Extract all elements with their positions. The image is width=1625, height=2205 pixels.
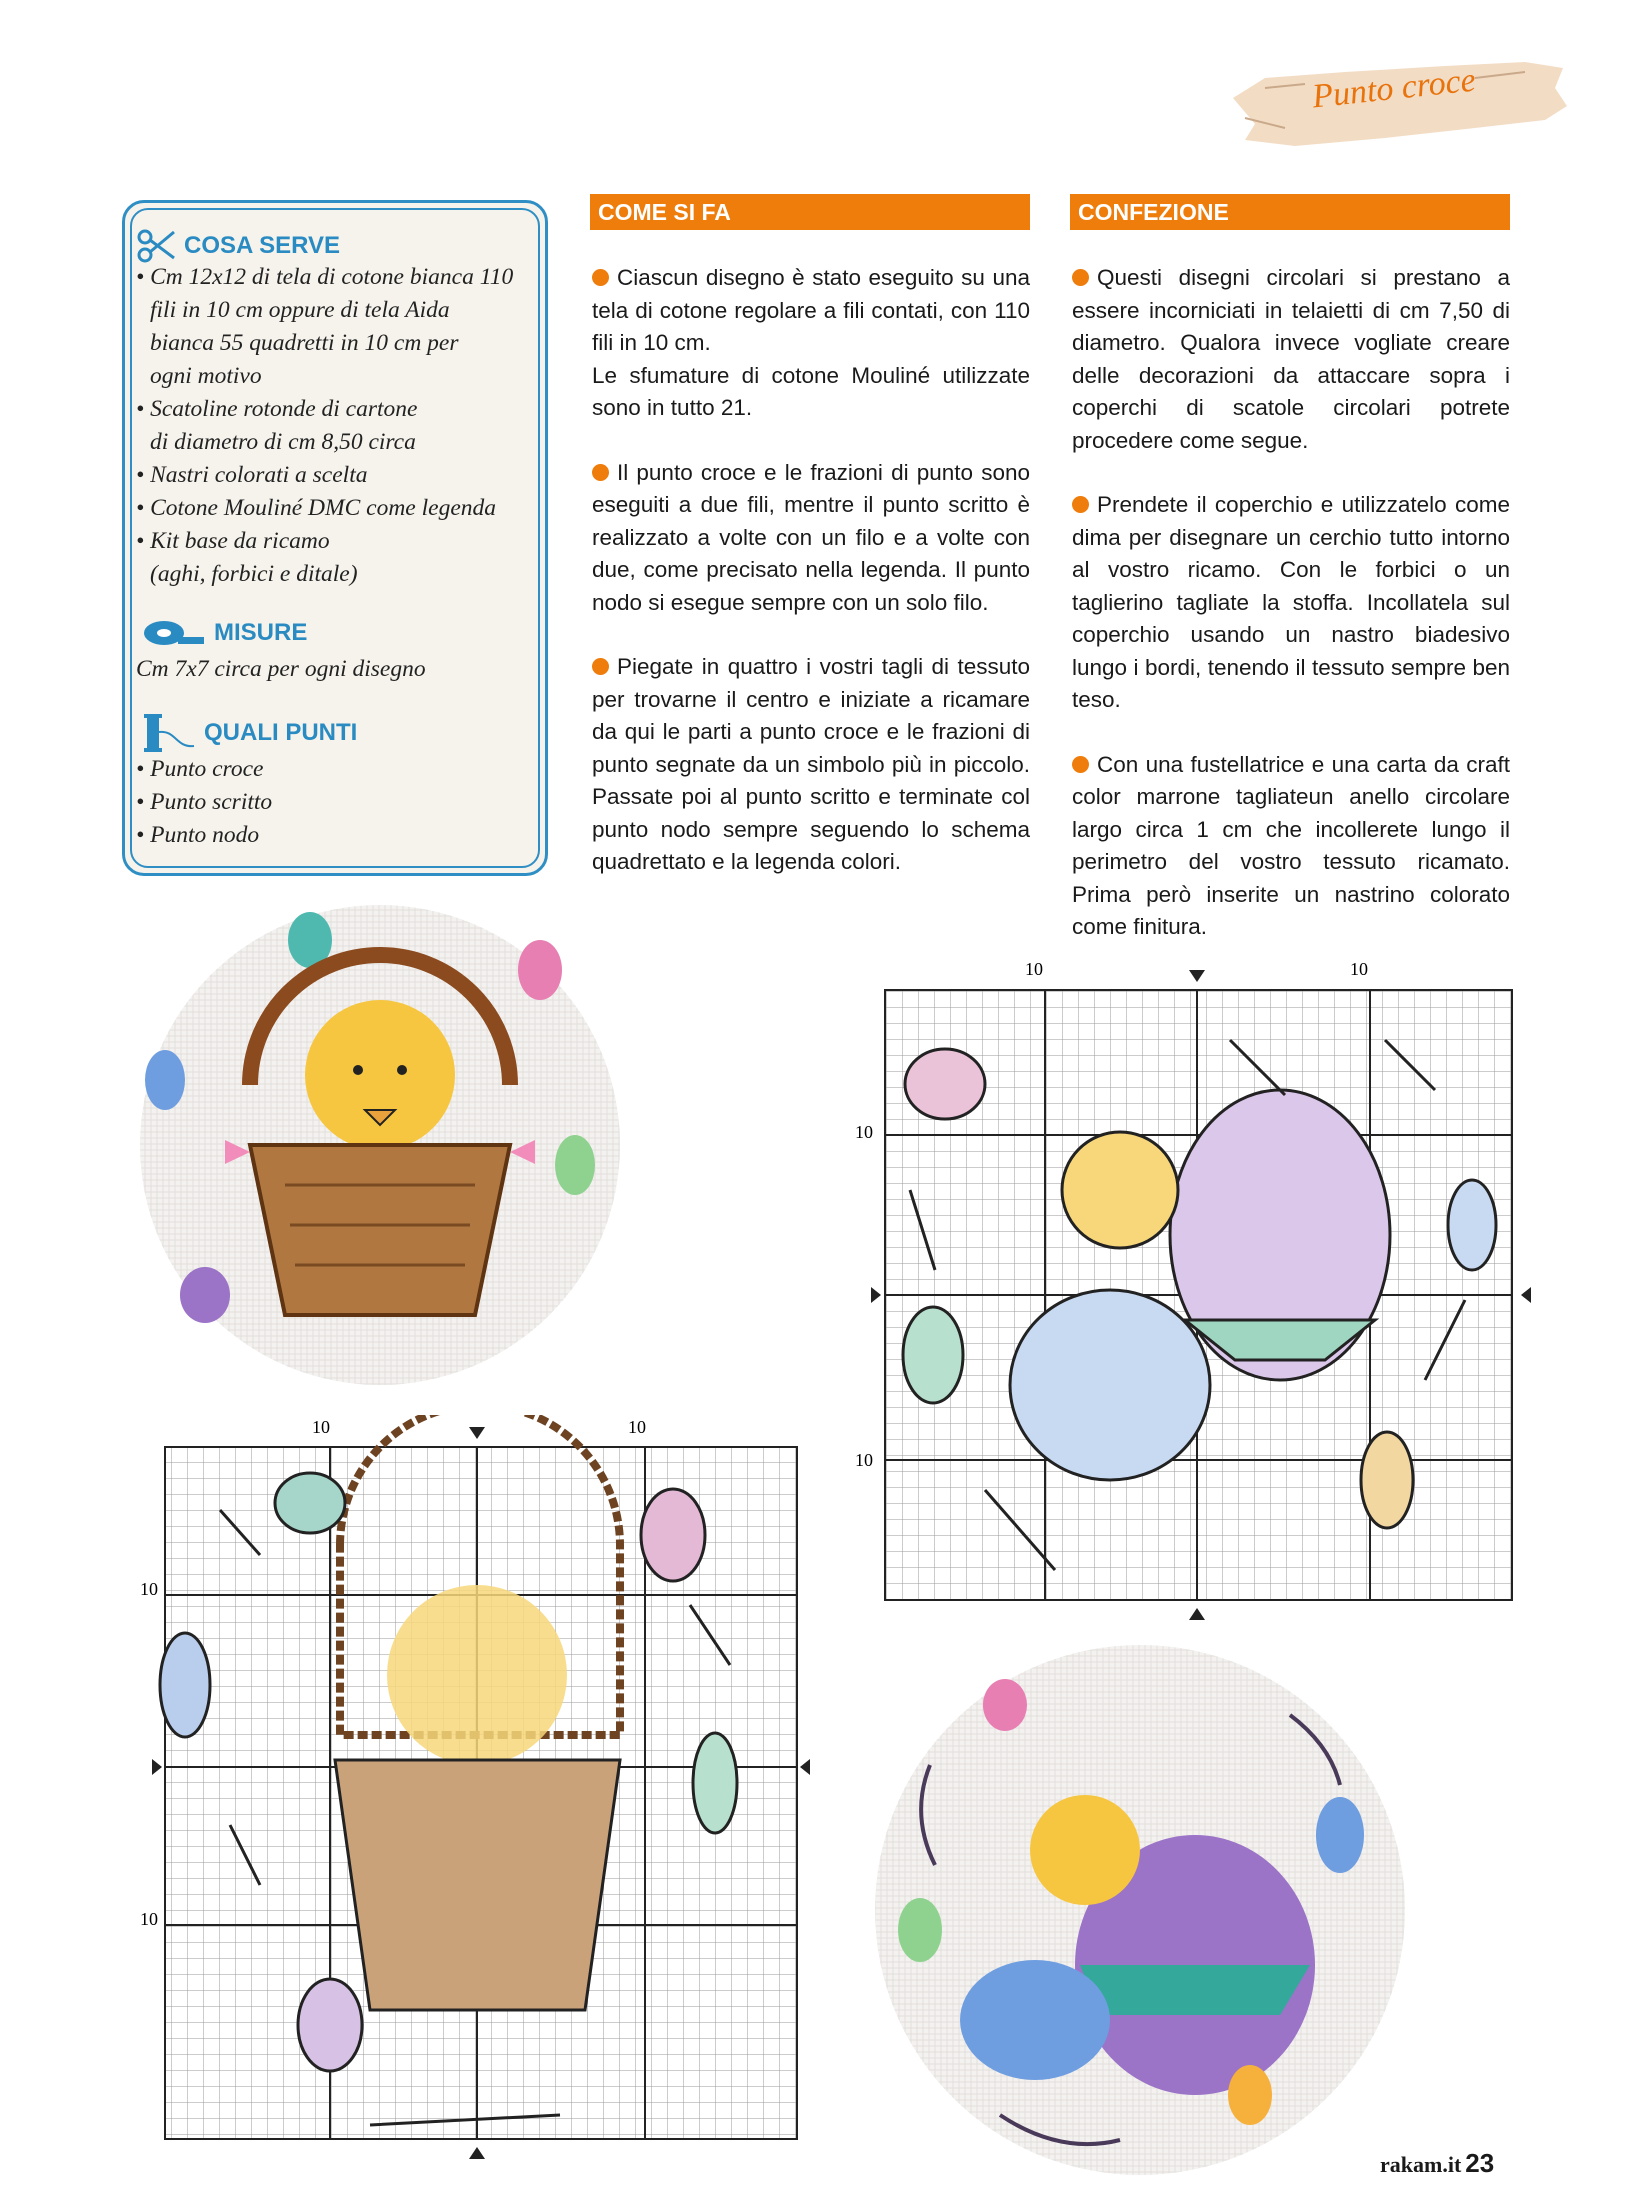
bullet-dot-icon	[1072, 756, 1089, 773]
cosa-serve-heading	[136, 228, 340, 264]
chart-scale-label: 10	[312, 1417, 330, 1437]
site-name: rakam.it	[1380, 2152, 1462, 2177]
list-item: • Punto nodo	[136, 822, 260, 848]
embroidery-photo-basket	[130, 895, 630, 1395]
list-item: • Nastri colorati a scelta	[136, 462, 368, 488]
page-footer	[1380, 2148, 1494, 2179]
paragraph: Piegate in quattro i vostri tagli di tessuto per trovarne il centro e iniziate a ricamare da qui le parti a punto croce e le frazioni di punto segnate da un simbolo più in piccolo. Passate poi al punto scritto e terminate col punto nodo sempre seguendo lo schema quadrettato e la legenda colori.	[592, 654, 1030, 874]
section-tag: Punto croce	[1310, 61, 1478, 116]
stitches-list	[136, 753, 546, 852]
list-item: • Scatoline rotonde di cartone di diametro di cm 8,50 circa	[136, 396, 418, 455]
cosa-serve-title: COSA SERVE	[184, 232, 341, 259]
misure-text: Cm 7x7 circa per ogni disegno	[136, 656, 426, 682]
chart-scale-label: 10	[1025, 960, 1043, 979]
list-item: • Cotone Mouliné DMC come legenda	[136, 495, 496, 521]
list-item: • Kit base da ricamo (aghi, forbici e ditale)	[136, 528, 358, 587]
confezione-header: CONFEZIONE	[1070, 194, 1510, 230]
scissors-icon	[136, 228, 176, 264]
paragraph: Le sfumature di cotone Mouliné utilizzate sono in tutto 21.	[592, 362, 1030, 420]
misure-heading	[136, 618, 307, 648]
paragraph: Il punto croce e le frazioni di punto sono eseguiti a due fili, mentre il punto scritto è realizzato a volte con un filo e a volte con due, come precisato nella legenda. Il punto nodo si esegue sempre con un solo filo.	[592, 459, 1030, 615]
chart-scale-label: 10	[140, 1579, 158, 1599]
thread-spool-icon	[136, 710, 196, 756]
cross-stitch-chart-basket	[140, 1415, 840, 2170]
list-item: • Punto scritto	[136, 789, 273, 815]
chart-scale-label: 10	[628, 1417, 646, 1437]
confezione-text	[1072, 262, 1510, 976]
come-si-fa-text	[592, 262, 1030, 911]
paragraph: Prendete il coperchio e utilizzatelo come dima per disegnare un cerchio tutto intorno al vostro ricamo. Con le forbici o un taglierino tagliate la stoffa. Incollatela sul coperchio usando un nastro biadesivo lungo i bordi, tenendo il tessuto sempre ben teso.	[1072, 492, 1510, 712]
bullet-dot-icon	[1072, 496, 1089, 513]
chart-scale-label: 10	[140, 1909, 158, 1929]
page-number: 23	[1465, 2148, 1495, 2178]
quali-punti-title: QUALI PUNTI	[204, 719, 358, 746]
list-item: • Punto croce	[136, 756, 264, 782]
list-item: • Cm 12x12 di tela di cotone bianca 110 fili in 10 cm oppure di tela Aida bianca 55 quadretti in 10 cm per ogni motivo	[136, 264, 514, 389]
bullet-dot-icon	[1072, 269, 1089, 286]
paragraph: Ciascun disegno è stato eseguito su una tela di cotone regolare a fili contati, con 110 fili in 10 cm.	[592, 265, 1030, 355]
materials-list	[136, 261, 546, 591]
bullet-dot-icon	[592, 658, 609, 675]
come-si-fa-header: COME SI FA	[590, 194, 1030, 230]
cross-stitch-chart-egg	[855, 960, 1545, 1625]
chart-scale-label: 10	[855, 1122, 873, 1142]
chart-scale-label: 10	[855, 1450, 873, 1470]
bullet-dot-icon	[592, 464, 609, 481]
quali-punti-heading	[136, 710, 357, 756]
paragraph: Questi disegni circolari si prestano a essere incorniciati in telaietti di cm 7,50 di diametro. Qualora invece vogliate creare delle decorazioni da attaccare sopra i coperchi di scatole circolari potrete procedere come segue.	[1072, 265, 1510, 453]
chart-scale-label: 10	[1350, 960, 1368, 979]
bullet-dot-icon	[592, 269, 609, 286]
tape-measure-icon	[136, 618, 206, 648]
paragraph: Con una fustellatrice e una carta da craft color marrone tagliateun anello circolare largo circa 1 cm che incollerete lungo il perimetro del vostro tessuto ricamato. Prima però inserite un nastrino colorato come finitura.	[1072, 751, 1510, 939]
embroidery-photo-egg	[860, 1635, 1420, 2190]
misure-title: MISURE	[214, 619, 308, 646]
